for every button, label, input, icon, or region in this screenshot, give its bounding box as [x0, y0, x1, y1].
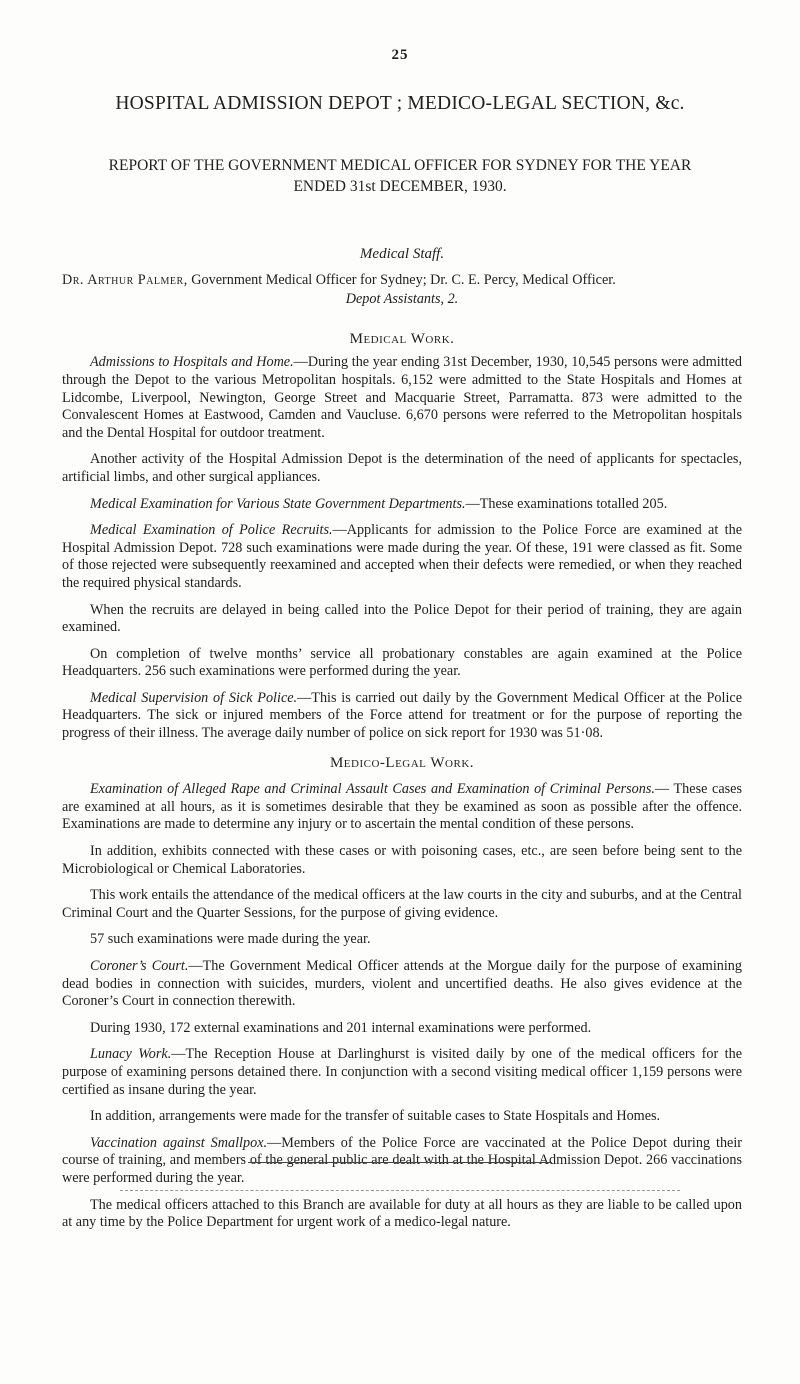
- end-rule: [248, 1162, 552, 1163]
- main-heading: HOSPITAL ADMISSION DEPOT ; MEDICO-LEGAL SECTION, &c.: [115, 93, 685, 114]
- report-subheading: [50, 155, 750, 197]
- paragraph-availability: The medical officers attached to this Branch are available for duty at all hours as they are liable to be called upon at any time by the Police Department for urgent work of a medico-legal nature.: [62, 1196, 742, 1231]
- paragraph-text: —During the year ending 31st December, 1930, 10,545 persons were admitted through the Depot to the various Metropolitan hospitals. 6,152 were admitted to the State Hospitals and Homes at Lidcombe, Liverpool, Newington, George Street and Macquarie Street, Parramatta. 873 were admitted to the Convalescent Homes at Eastwood, Camden and Vaucluse. 6,670 persons were referred to the Metropolitan hospitals and the Dental Hospital for outdoor treatment.: [62, 354, 742, 441]
- paragraph-sick-police: [62, 690, 742, 743]
- medico-legal-heading: Medico-Legal Work.: [329, 754, 475, 771]
- medical-staff-line: [62, 272, 742, 290]
- paragraph-title: Medical Examination for Various State Government Departments.: [90, 495, 466, 512]
- report-body: [62, 246, 742, 1232]
- staff-line-rest: Government Medical Officer for Sydney; Dr. C. E. Percy, Medical Officer.: [187, 271, 616, 288]
- depot-assistants: Depot Assistants, 2.: [345, 291, 459, 308]
- staff-name: Dr. Arthur Palmer,: [62, 271, 188, 288]
- paragraph-examinations-count: 57 such examinations were made during the year.: [90, 931, 371, 948]
- paragraph-assault-cases: [62, 781, 742, 834]
- paragraph-state-departments: [62, 496, 742, 514]
- paragraph-text: —This is carried out daily by the Government Medical Officer at the Police Headquarters. The sick or injured members of the Force attend for treatment or for the purpose of reporting the progress of their illness. The average daily number of police on sick report for 1930 was 51·08.: [62, 689, 742, 742]
- paragraph-text: —The Government Medical Officer attends at the Morgue daily for the purpose of examining dead bodies in connection with suicides, murders, violent and uncertified deaths. He also gives evidence at the Coroner’s Court in connection therewith.: [62, 958, 742, 1010]
- paragraph-title: Vaccination against Smallpox.: [90, 1134, 268, 1151]
- paragraph-title: Examination of Alleged Rape and Criminal Assault Cases and Examination of Criminal Persons.: [90, 781, 655, 798]
- paragraph-title: Lunacy Work.: [90, 1046, 172, 1063]
- paragraph-text: — These cases are examined at all hours, as it is sometimes desirable that they be examined as soon as possible after the offence. Examinations are made to determine any injury or to ascertain the mental condition of these persons.: [62, 781, 742, 833]
- subheading-line-2: ENDED 31st DECEMBER, 1930.: [293, 178, 507, 195]
- paragraph-text: —Members of the Police Force are vaccinated at the Police Depot during their course of training, and members of the general public are dealt with at the Hospital Admission Depot. 266 vaccinations were performed during the year.: [62, 1134, 743, 1186]
- paragraph-text: —Applicants for admission to the Police Force are examined at the Hospital Admission Depot. 728 such examinations were made during the year. Of these, 191 were classed as fit. Some of those rejected were subsequently reexamined and accepted when their defects were remedied, or when they reached the required physical standards.: [62, 522, 742, 591]
- paragraph-admissions: [62, 354, 742, 442]
- paragraph-recruits-delayed: When the recruits are delayed in being called into the Police Depot for their period of training, they are again examined.: [62, 601, 742, 636]
- paragraph-police-recruits: [62, 522, 742, 592]
- page-number: 25: [391, 47, 409, 63]
- paragraph-exhibits: In addition, exhibits connected with these cases or with poisoning cases, etc., are seen before being sent to the Microbiological or Chemical Laboratories.: [62, 843, 742, 877]
- paragraph-appliances: Another activity of the Hospital Admission Depot is the determination of the need of applicants for spectacles, artificial limbs, and other surgical appliances.: [62, 451, 742, 485]
- dashed-divider: [120, 1190, 680, 1191]
- paragraph-coroner-examinations: During 1930, 172 external examinations and 201 internal examinations were performed.: [90, 1019, 592, 1036]
- paragraph-law-courts: This work entails the attendance of the medical officers at the law courts in the city and suburbs, and at the Central Criminal Court and the Quarter Sessions, for the purpose of giving evidence.: [62, 887, 742, 921]
- paragraph-title: Medical Examination of Police Recruits.: [90, 522, 333, 539]
- subheading-line-1: REPORT OF THE GOVERNMENT MEDICAL OFFICER FOR SYDNEY FOR THE YEAR: [108, 157, 692, 174]
- paragraph-coroners-court: [62, 958, 742, 1011]
- paragraph-title: Admissions to Hospitals and Home.: [90, 354, 294, 371]
- paragraph-lunacy-work: [62, 1046, 742, 1099]
- paragraph-transfers: In addition, arrangements were made for the transfer of suitable cases to State Hospitals and Homes.: [90, 1108, 661, 1125]
- paragraph-text: —The Reception House at Darlinghurst is visited daily by one of the medical officers for the purpose of examining persons detained there. In conjunction with a second visiting medical officer 1,159 persons were certified as insane during the year.: [62, 1046, 742, 1098]
- medical-work-heading: Medical Work.: [349, 330, 455, 347]
- paragraph-title: Coroner’s Court.: [90, 958, 189, 974]
- paragraph-text: —These examinations totalled 205.: [465, 495, 668, 512]
- paragraph-probationary: On completion of twelve months’ service all probationary constables are again examined at the Police Headquarters. 256 such examinations were performed during the year.: [62, 645, 742, 680]
- medical-staff-heading: Medical Staff.: [359, 246, 445, 262]
- paragraph-title: Medical Supervision of Sick Police.: [90, 689, 298, 706]
